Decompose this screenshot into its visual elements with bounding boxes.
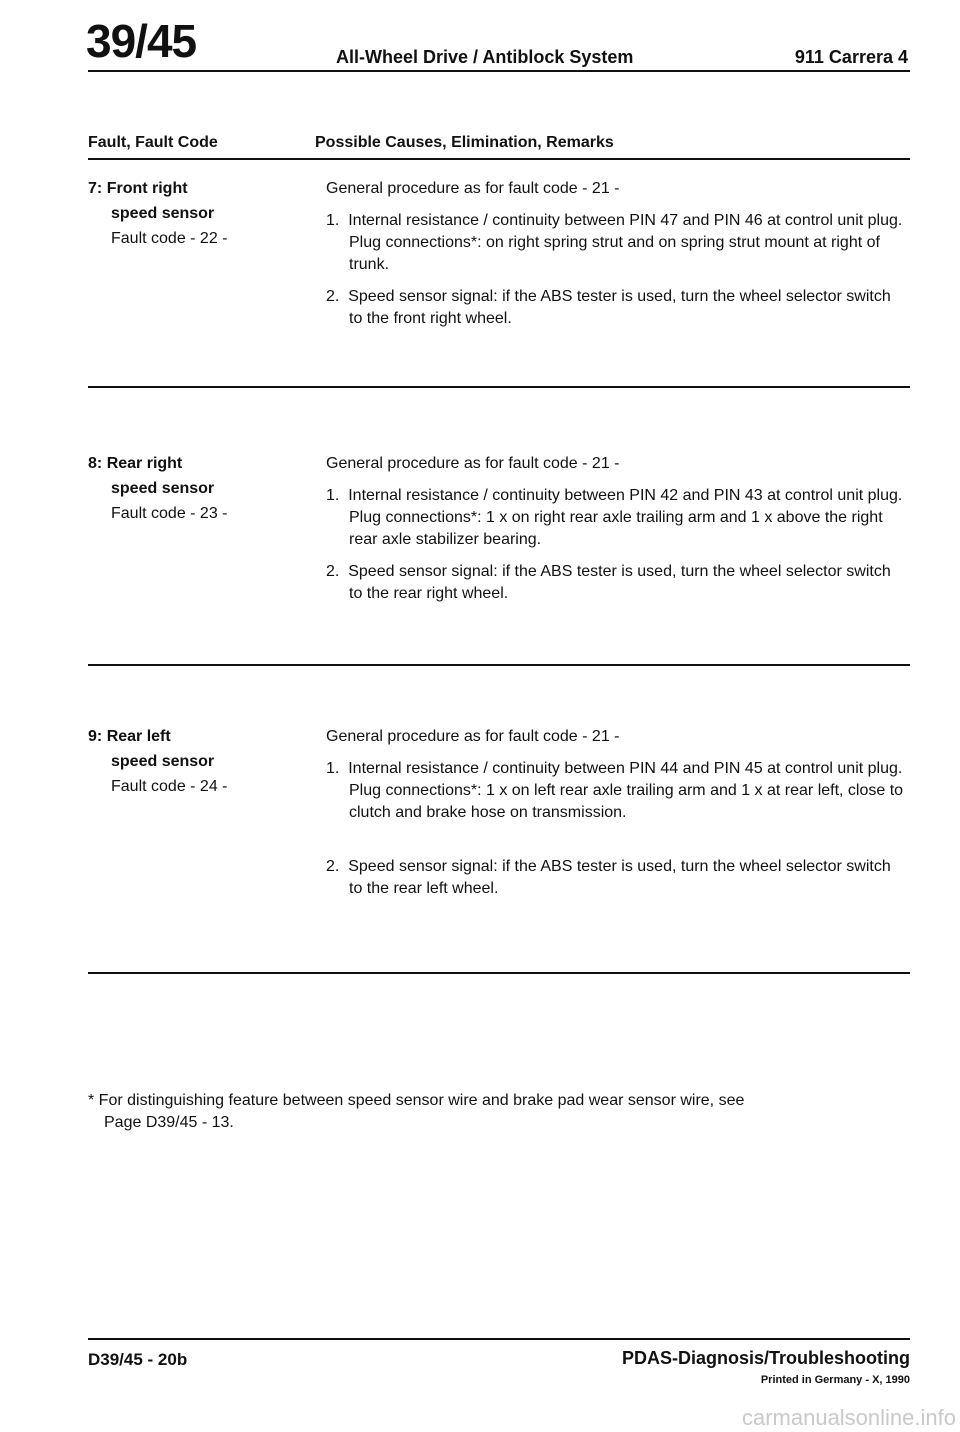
fault-name: Rear left (106, 728, 171, 745)
causes-entry-9 (326, 726, 906, 900)
fault-entry-8 (88, 451, 228, 526)
step-2: 2. Speed sensor signal: if the ABS tester is used, turn the wheel selector switch to the front right wheel. (326, 288, 891, 327)
fault-name: Rear right (106, 455, 183, 472)
step-2: 2. Speed sensor signal: if the ABS tester is used, turn the wheel selector switch to the rear right wheel. (326, 563, 891, 602)
footer-section: PDAS-Diagnosis/Troubleshooting (621, 1348, 910, 1368)
fault-number: 7: (88, 180, 103, 197)
column-heading-fault: Fault, Fault Code (88, 134, 218, 151)
fault-name-cont: speed sensor (111, 753, 215, 770)
fault-code: Fault code - 23 - (111, 505, 228, 522)
general-procedure: General procedure as for fault code - 21 - (326, 180, 620, 197)
footer-printed: Printed in Germany - X, 1990 (760, 1374, 910, 1386)
header-title: All-Wheel Drive / Antiblock System (336, 47, 634, 67)
watermark: carmanualsonline.info (741, 1405, 956, 1430)
fault-entry-9 (88, 724, 228, 799)
causes-entry-8 (326, 453, 906, 605)
footer-rule (88, 1338, 910, 1340)
step-1: 1. Internal resistance / continuity between PIN 44 and PIN 45 at control unit plug. (326, 760, 903, 777)
fault-number: 9: (88, 728, 103, 745)
fault-entry-7 (88, 176, 228, 251)
fault-name-cont: speed sensor (111, 480, 215, 497)
column-heading-rule (88, 158, 910, 160)
footnote-page-ref: Page D39/45 - 13. (104, 1114, 234, 1131)
fault-code: Fault code - 24 - (111, 778, 228, 795)
fault-code: Fault code - 22 - (111, 230, 228, 247)
plug-connections: Plug connections*: 1 x on right rear axle trailing arm and 1 x above the right rear axle stabilizer bearing. (349, 509, 883, 548)
footnote-text: * For distinguishing feature between speed sensor wire and brake pad wear sensor wire, see (88, 1092, 745, 1109)
column-heading-causes: Possible Causes, Elimination, Remarks (315, 134, 614, 151)
step-1: 1. Internal resistance / continuity between PIN 47 and PIN 46 at control unit plug. (326, 212, 903, 229)
entry-divider (88, 972, 910, 974)
causes-entry-7 (326, 178, 906, 330)
plug-connections: Plug connections*: 1 x on left rear axle trailing arm and 1 x at rear left, close to clutch and brake hose on transmission. (349, 782, 904, 821)
footnote (88, 1090, 888, 1134)
fault-name: Front right (106, 180, 188, 197)
header-model: 911 Carrera 4 (794, 47, 908, 67)
general-procedure: General procedure as for fault code - 21 - (326, 728, 620, 745)
entry-divider (88, 664, 910, 666)
page-number: 39/45 (86, 15, 197, 67)
header-rule (88, 70, 910, 72)
general-procedure: General procedure as for fault code - 21 - (326, 455, 620, 472)
plug-connections: Plug connections*: on right spring strut and on spring strut mount at right of trunk. (349, 234, 880, 273)
fault-number: 8: (88, 455, 103, 472)
entry-divider (88, 386, 910, 388)
fault-name-cont: speed sensor (111, 205, 215, 222)
footer-page-ref: D39/45 - 20b (88, 1350, 188, 1369)
step-2: 2. Speed sensor signal: if the ABS tester is used, turn the wheel selector switch to the rear left wheel. (326, 858, 891, 897)
step-1: 1. Internal resistance / continuity between PIN 42 and PIN 43 at control unit plug. (326, 487, 903, 504)
